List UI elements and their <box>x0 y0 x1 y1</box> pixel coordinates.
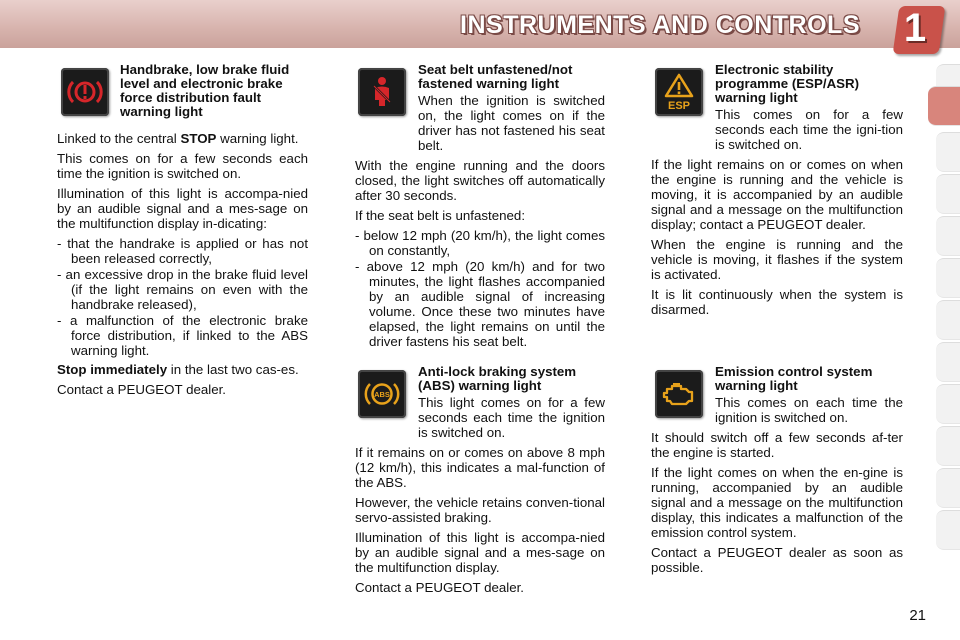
abs-title: Anti-lock braking system (ABS) warning light <box>418 364 577 393</box>
side-tab[interactable] <box>936 300 960 340</box>
chapter-title: INSTRUMENTS AND CONTROLS <box>460 11 860 39</box>
side-tab[interactable] <box>936 468 960 508</box>
side-tab-active[interactable] <box>928 86 960 126</box>
side-tab[interactable] <box>936 132 960 172</box>
emission-title-block <box>715 365 903 397</box>
esp-icon-label: ESP <box>667 100 691 112</box>
emission-p3: If the light comes on when the en-gine is running, accompanied by an audible signal and a message on the multifunction display, this indicates a malfunction of the emission control system. <box>651 465 903 540</box>
emission-title: Emission control system warning light <box>715 364 873 393</box>
seatbelt-p3: If the seat belt is unfastened: <box>355 208 526 223</box>
side-tab[interactable] <box>936 510 960 550</box>
handbrake-list <box>57 236 308 358</box>
chapter-header <box>0 0 960 48</box>
abs-section <box>355 395 605 600</box>
abs-title-block <box>418 365 605 397</box>
handbrake-p1 <box>57 131 308 146</box>
handbrake-p3: Illumination of this light is accompa-nied by an audible signal and a mes-sage on the multifunction display in-dicating: <box>57 186 308 231</box>
stop-immediately: Stop immediately <box>57 362 168 377</box>
seatbelt-p2: With the engine running and the doors closed, the light switches off automatically after 30 seconds. <box>355 158 605 203</box>
side-tab[interactable] <box>936 384 960 424</box>
seatbelt-title-block <box>418 63 605 95</box>
esp-p2: If the light remains on or comes on when the engine is running and the vehicle is moving, it is accompanied by an audible signal and a message on the multifunction display; contact a PEUGEOT dealer. <box>651 157 903 232</box>
esp-section <box>651 107 903 322</box>
side-tab[interactable] <box>936 216 960 256</box>
esp-p1: This comes on for a few seconds each time the igni-tion is switched on. <box>715 107 903 152</box>
emission-section <box>651 395 903 580</box>
esp-p4: It is lit continuously when the system is disarmed. <box>651 287 903 317</box>
seatbelt-p1: When the ignition is switched on, the light comes on if the driver has not fastened his seat belt. <box>418 93 605 153</box>
abs-p1: This light comes on for a few seconds each time the ignition is switched on. <box>418 395 605 440</box>
side-tab[interactable] <box>936 258 960 298</box>
handbrake-title-block <box>120 63 308 123</box>
handbrake-title: Handbrake, low brake fluid level and electronic brake force distribution fault warning light <box>120 62 290 119</box>
text: in the last two cas-es. <box>167 362 299 377</box>
abs-p5: Contact a PEUGEOT dealer. <box>355 580 525 595</box>
seatbelt-section <box>355 93 605 353</box>
handbrake-warning-icon <box>61 68 109 116</box>
esp-title: Electronic stability programme (ESP/ASR) warning light <box>715 62 860 105</box>
seatbelt-title: Seat belt unfastened/not fastened warning light <box>418 62 573 91</box>
esp-title-block <box>715 63 903 109</box>
text: warning light. <box>216 131 299 146</box>
handbrake-p5: Contact a PEUGEOT dealer. <box>57 382 227 397</box>
abs-p4: Illumination of this light is accompa-nied by an audible signal and a mes-sage on the multifunction display. <box>355 530 605 575</box>
abs-icon-label: ABS <box>374 390 390 399</box>
abs-p2: If it remains on or comes on above 8 mph (12 km/h), this indicates a mal-function of the ABS. <box>355 445 605 490</box>
chapter-number: 1 <box>903 6 927 50</box>
stop-label: STOP <box>180 131 217 146</box>
esp-p3: When the engine is running and the vehicle is moving, it flashes if the system is activated. <box>651 237 903 282</box>
handbrake-p2: This comes on for a few seconds each time the ignition is switched on. <box>57 151 308 181</box>
list-item: - an excessive drop in the brake fluid level (if the light remains on even with the handbrake released), <box>57 267 308 312</box>
text: Linked to the central <box>57 131 181 146</box>
list-item: - a malfunction of the electronic brake force distribution, if linked to the ABS warning light. <box>57 313 308 358</box>
abs-p3: However, the vehicle retains conven-tional servo-assisted braking. <box>355 495 605 525</box>
emission-p1: This comes on each time the ignition is switched on. <box>715 395 903 425</box>
emission-p2: It should switch off a few seconds af-ter the engine is started. <box>651 430 903 460</box>
page-number: 21 <box>909 607 926 624</box>
list-item: - below 12 mph (20 km/h), the light comes on constantly, <box>355 228 605 258</box>
list-item: - above 12 mph (20 km/h) and for two minutes, the light flashes accompanied by an audible signal of increasing volume. Once these two minutes have elapsed, the light remains on until the driver fastens his seat belt. <box>355 259 605 349</box>
handbrake-p4 <box>57 362 308 377</box>
side-tab[interactable] <box>936 342 960 382</box>
handbrake-section <box>57 131 308 402</box>
side-tab[interactable] <box>936 426 960 466</box>
side-tab[interactable] <box>936 174 960 214</box>
list-item: - that the handrake is applied or has not been released correctly, <box>57 236 308 266</box>
emission-p4: Contact a PEUGEOT dealer as soon as possible. <box>651 545 903 575</box>
seatbelt-list <box>355 228 605 349</box>
chapter-side-tabs <box>924 64 960 574</box>
